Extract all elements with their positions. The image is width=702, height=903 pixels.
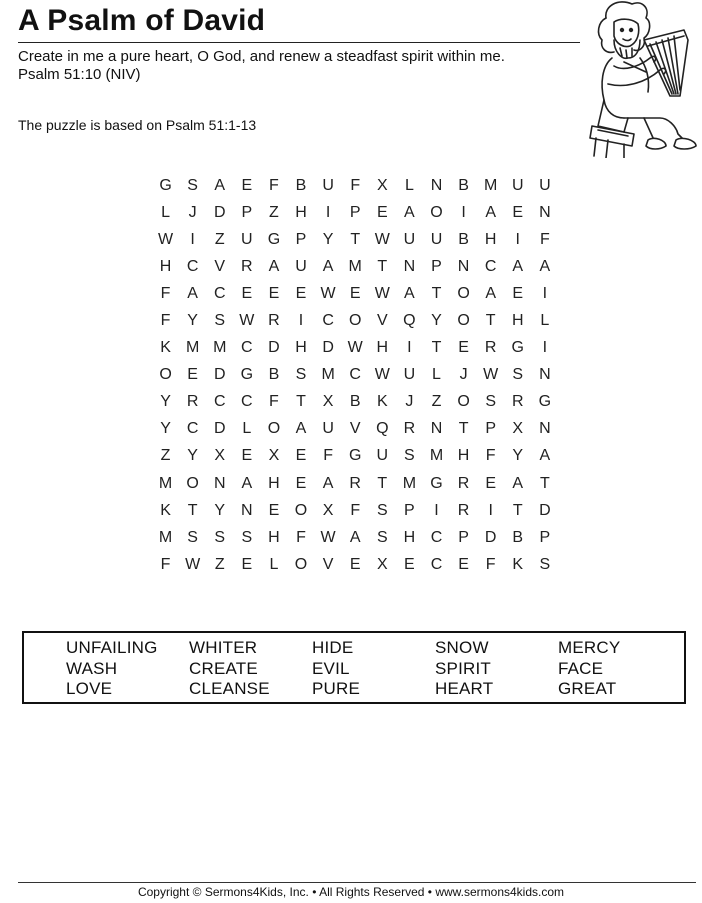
memory-verse — [18, 48, 578, 84]
grid-letter[interactable]: A — [187, 284, 198, 302]
grid-letter[interactable]: P — [458, 528, 469, 546]
grid-letter[interactable]: S — [295, 366, 307, 384]
grid-letter[interactable]: S — [376, 528, 388, 546]
grid-letter[interactable]: W — [374, 366, 390, 384]
grid-letter[interactable]: P — [485, 420, 496, 438]
grid-letter[interactable]: U — [295, 257, 307, 275]
grid-letter[interactable]: Y — [160, 393, 171, 411]
grid-letter[interactable]: L — [404, 176, 414, 194]
grid-letter[interactable]: U — [241, 230, 253, 248]
grid-letter[interactable]: C — [186, 420, 199, 438]
grid-letter[interactable]: I — [461, 203, 466, 221]
grid-letter[interactable]: A — [404, 203, 415, 221]
grid-letter[interactable]: K — [376, 393, 388, 411]
grid-letter[interactable]: P — [349, 203, 361, 221]
grid-letter[interactable]: J — [188, 203, 197, 221]
grid-letter[interactable]: D — [213, 203, 226, 221]
page-title: A Psalm of David — [18, 4, 266, 37]
grid-letter[interactable]: Y — [512, 447, 524, 465]
word-list-item: HEART — [435, 679, 494, 698]
grid-letter[interactable]: R — [484, 339, 497, 357]
grid-letter[interactable]: Q — [376, 420, 389, 438]
grid-letter[interactable]: N — [457, 257, 470, 275]
grid-letter[interactable]: P — [431, 257, 442, 275]
grid-letter[interactable]: R — [186, 393, 199, 411]
grid-letter[interactable]: R — [403, 420, 416, 438]
grid-letter[interactable]: T — [377, 474, 388, 492]
word-list-item: HIDE — [312, 638, 354, 657]
grid-letter[interactable]: X — [322, 501, 334, 519]
grid-letter[interactable]: O — [186, 474, 199, 492]
grid-letter[interactable]: M — [348, 257, 362, 275]
grid-letter[interactable]: A — [539, 447, 551, 465]
word-list-item: FACE — [558, 658, 604, 678]
grid-letter[interactable]: I — [542, 339, 548, 357]
grid-letter[interactable]: S — [214, 312, 226, 330]
word-list-item: GREAT — [558, 679, 617, 698]
grid-letter[interactable]: M — [429, 447, 444, 465]
grid-letter[interactable]: E — [512, 284, 524, 302]
grid-letter[interactable]: E — [187, 366, 198, 384]
grid-letter[interactable]: R — [457, 501, 470, 519]
grid-letter[interactable]: S — [485, 393, 496, 411]
grid-letter[interactable]: F — [160, 555, 171, 573]
grid-letter[interactable]: W — [185, 555, 201, 573]
grid-letter[interactable]: E — [512, 203, 524, 221]
grid-letter[interactable]: E — [485, 474, 496, 492]
grid-letter[interactable]: T — [187, 501, 198, 519]
grid-letter[interactable]: F — [323, 447, 333, 465]
grid-letter[interactable]: Q — [403, 312, 416, 330]
grid-letter[interactable]: N — [430, 420, 443, 438]
grid-letter[interactable]: I — [298, 312, 304, 330]
grid-letter[interactable]: V — [349, 420, 361, 438]
grid-letter[interactable]: D — [322, 339, 334, 357]
grid-letter[interactable]: O — [294, 555, 308, 573]
grid-letter[interactable]: A — [268, 257, 280, 275]
grid-letter[interactable]: I — [407, 339, 412, 357]
grid-letter[interactable]: Y — [160, 420, 171, 438]
grid-letter[interactable]: R — [511, 393, 524, 411]
grid-letter[interactable]: E — [458, 339, 469, 357]
grid-letter[interactable]: F — [485, 555, 496, 573]
grid-letter[interactable]: E — [349, 555, 361, 573]
grid-letter[interactable]: F — [539, 230, 550, 248]
grid-letter[interactable]: F — [160, 312, 171, 330]
grid-letter[interactable]: R — [268, 312, 280, 330]
grid-letter[interactable]: K — [160, 501, 171, 519]
grid-letter[interactable]: T — [485, 312, 496, 330]
grid-letter[interactable]: A — [322, 474, 334, 492]
word-list-item: MERCY — [558, 638, 621, 657]
grid-letter[interactable]: B — [458, 176, 469, 194]
grid-letter[interactable]: H — [511, 312, 524, 330]
grid-letter[interactable]: G — [430, 474, 443, 492]
grid-letter[interactable]: A — [241, 474, 253, 492]
verse-reference: Psalm 51:10 (NIV) — [18, 66, 141, 83]
grid-letter[interactable]: F — [160, 284, 171, 302]
grid-letter[interactable]: M — [321, 366, 335, 384]
grid-letter[interactable]: M — [213, 339, 227, 357]
grid-letter[interactable]: R — [349, 474, 361, 492]
word-list-item: WHITER — [189, 638, 258, 657]
grid-letter[interactable]: T — [377, 257, 388, 275]
grid-letter[interactable]: D — [268, 339, 280, 357]
grid-letter[interactable]: W — [157, 230, 174, 248]
grid-letter[interactable]: B — [295, 176, 307, 194]
grid-letter[interactable]: L — [161, 203, 170, 221]
grid-letter[interactable]: Y — [322, 230, 334, 248]
grid-letter[interactable]: U — [322, 176, 334, 194]
grid-letter[interactable]: U — [511, 176, 524, 194]
word-list-item: EVIL — [312, 658, 350, 678]
grid-letter[interactable]: H — [159, 257, 172, 275]
grid-letter[interactable]: W — [374, 230, 390, 248]
grid-letter[interactable]: S — [376, 501, 388, 519]
grid-letter[interactable]: C — [241, 393, 253, 411]
grid-letter[interactable]: I — [542, 284, 548, 302]
grid-letter[interactable]: H — [484, 230, 497, 248]
grid-letter[interactable]: F — [485, 447, 496, 465]
grid-letter[interactable]: E — [349, 284, 361, 302]
grid-letter[interactable]: S — [187, 176, 198, 194]
grid-letter[interactable]: B — [349, 393, 361, 411]
grid-letter[interactable]: W — [483, 366, 499, 384]
grid-letter[interactable]: G — [267, 230, 281, 248]
grid-letter[interactable]: W — [347, 339, 363, 357]
grid-letter[interactable]: M — [185, 339, 200, 357]
grid-letter[interactable]: Z — [160, 447, 171, 465]
grid-letter[interactable]: O — [348, 312, 362, 330]
grid-letter[interactable]: C — [484, 257, 497, 275]
grid-letter[interactable]: E — [268, 501, 280, 519]
grid-letter[interactable]: C — [241, 339, 253, 357]
puzzle-source-note: The puzzle is based on Psalm 51:1-13 — [18, 117, 257, 133]
grid-letter[interactable]: E — [241, 447, 253, 465]
grid-letter[interactable]: W — [239, 312, 255, 330]
grid-letter[interactable]: R — [241, 257, 253, 275]
word-list-item: CLEANSE — [189, 679, 270, 698]
grid-letter[interactable]: Y — [431, 312, 442, 330]
grid-letter[interactable]: S — [241, 528, 253, 546]
grid-letter[interactable]: B — [268, 366, 280, 384]
grid-letter[interactable]: H — [376, 339, 389, 357]
grid-letter[interactable]: I — [515, 230, 520, 248]
grid-letter[interactable]: O — [159, 366, 172, 384]
grid-letter[interactable]: Z — [269, 203, 279, 221]
grid-letter[interactable]: F — [269, 393, 279, 411]
grid-letter[interactable]: P — [241, 203, 253, 221]
word-list-box — [22, 631, 686, 704]
word-list-item: CREATE — [189, 658, 258, 678]
grid-letter[interactable]: G — [538, 393, 552, 411]
grid-letter[interactable]: A — [512, 474, 524, 492]
grid-letter[interactable]: U — [322, 420, 334, 438]
grid-letter[interactable]: A — [214, 176, 226, 194]
grid-letter[interactable]: T — [431, 339, 442, 357]
grid-letter[interactable]: A — [485, 284, 496, 302]
grid-letter[interactable]: S — [187, 528, 198, 546]
grid-letter[interactable]: V — [214, 257, 226, 275]
grid-letter[interactable]: N — [241, 501, 253, 519]
grid-letter[interactable]: G — [240, 366, 254, 384]
grid-letter[interactable]: U — [430, 230, 443, 248]
grid-letter[interactable]: H — [403, 528, 416, 546]
footer-divider — [18, 882, 696, 883]
grid-letter[interactable]: T — [458, 420, 469, 438]
grid-letter[interactable]: U — [376, 447, 389, 465]
grid-letter[interactable]: W — [320, 528, 336, 546]
grid-letter[interactable]: O — [294, 501, 308, 519]
grid-letter[interactable]: G — [348, 447, 362, 465]
grid-letter[interactable]: X — [268, 447, 280, 465]
grid-letter[interactable]: E — [295, 284, 307, 302]
grid-letter[interactable]: C — [349, 366, 361, 384]
grid-letter[interactable]: S — [214, 528, 226, 546]
grid-letter[interactable]: D — [213, 366, 226, 384]
grid-letter[interactable]: K — [160, 339, 171, 357]
grid-letter[interactable]: A — [404, 284, 415, 302]
grid-letter[interactable]: N — [539, 366, 551, 384]
grid-letter[interactable]: S — [404, 447, 415, 465]
grid-letter[interactable]: T — [296, 393, 306, 411]
grid-letter[interactable]: Z — [214, 230, 225, 248]
grid-letter[interactable]: E — [241, 284, 253, 302]
grid-letter[interactable]: X — [214, 447, 226, 465]
grid-letter[interactable]: C — [186, 257, 199, 275]
grid-letter[interactable]: N — [539, 203, 551, 221]
grid-letter[interactable]: E — [458, 555, 469, 573]
word-list-item: SNOW — [435, 638, 489, 657]
grid-letter[interactable]: L — [540, 312, 550, 330]
grid-letter[interactable]: T — [431, 284, 442, 302]
grid-letter[interactable]: X — [376, 555, 388, 573]
grid-letter[interactable]: F — [350, 501, 361, 519]
grid-letter[interactable]: B — [458, 230, 469, 248]
grid-letter[interactable]: Z — [214, 555, 225, 573]
grid-letter[interactable]: E — [241, 176, 253, 194]
grid-letter[interactable]: D — [213, 420, 226, 438]
grid-letter[interactable]: L — [432, 366, 441, 384]
grid-letter[interactable]: H — [457, 447, 470, 465]
grid-letter[interactable]: C — [322, 312, 334, 330]
grid-letter[interactable]: K — [512, 555, 524, 573]
word-list-item: SPIRIT — [435, 658, 491, 678]
grid-letter[interactable]: H — [295, 339, 307, 357]
grid-letter[interactable]: O — [457, 393, 470, 411]
grid-letter[interactable]: L — [242, 420, 252, 438]
grid-letter[interactable]: M — [158, 528, 173, 546]
copyright-notice: Copyright © Sermons4Kids, Inc. • All Rights Reserved • www.sermons4kids.com — [137, 885, 565, 899]
grid-letter[interactable]: M — [158, 474, 173, 492]
grid-letter[interactable]: Z — [431, 393, 442, 411]
grid-letter[interactable]: C — [213, 393, 226, 411]
grid-letter[interactable]: B — [512, 528, 524, 546]
grid-letter[interactable]: X — [376, 176, 388, 194]
grid-letter[interactable]: X — [512, 420, 524, 438]
grid-letter[interactable]: M — [402, 474, 417, 492]
grid-letter[interactable]: E — [241, 555, 253, 573]
grid-letter[interactable]: F — [350, 176, 361, 194]
grid-letter[interactable]: G — [159, 176, 172, 194]
grid-letter[interactable]: H — [268, 474, 280, 492]
grid-letter[interactable]: G — [511, 339, 524, 357]
grid-letter[interactable]: X — [322, 393, 334, 411]
word-list-item: PURE — [312, 679, 361, 698]
grid-letter[interactable]: Y — [187, 312, 198, 330]
grid-letter[interactable]: P — [539, 528, 551, 546]
grid-letter[interactable]: F — [269, 176, 279, 194]
grid-letter[interactable]: J — [459, 366, 468, 384]
grid-letter[interactable]: O — [430, 203, 443, 221]
grid-letter[interactable]: U — [403, 366, 416, 384]
verse-text: Create in me a pure heart, O God, and renew a steadfast spirit within me. — [18, 48, 505, 65]
grid-letter[interactable]: U — [539, 176, 551, 194]
grid-letter[interactable]: A — [512, 257, 524, 275]
grid-letter[interactable]: I — [190, 230, 195, 248]
word-list-item: LOVE — [66, 679, 113, 698]
grid-letter[interactable]: A — [349, 528, 361, 546]
word-list-item: UNFAILING — [66, 638, 158, 657]
grid-letter[interactable]: O — [457, 312, 470, 330]
grid-letter[interactable]: H — [268, 528, 280, 546]
grid-letter[interactable]: N — [430, 176, 443, 194]
grid-letter[interactable]: I — [488, 501, 493, 519]
grid-letter[interactable]: R — [457, 474, 470, 492]
grid-letter[interactable]: P — [295, 230, 307, 248]
grid-letter[interactable]: C — [213, 284, 226, 302]
word-list-item: WASH — [66, 658, 118, 678]
grid-letter[interactable]: E — [268, 284, 280, 302]
grid-letter[interactable]: N — [403, 257, 416, 275]
grid-letter[interactable]: Y — [214, 501, 226, 519]
grid-letter[interactable]: J — [405, 393, 414, 411]
grid-letter[interactable]: C — [430, 555, 443, 573]
grid-letter[interactable]: E — [376, 203, 388, 221]
grid-letter[interactable]: O — [267, 420, 281, 438]
grid-letter[interactable]: N — [539, 420, 551, 438]
grid-letter[interactable]: E — [295, 447, 307, 465]
grid-letter[interactable]: E — [295, 474, 307, 492]
grid-letter[interactable]: V — [376, 312, 388, 330]
word-list — [66, 638, 681, 700]
grid-letter[interactable]: I — [434, 501, 439, 519]
grid-letter[interactable]: M — [484, 176, 498, 194]
grid-letter[interactable]: A — [295, 420, 307, 438]
david-playing-harp-icon — [584, 0, 702, 158]
grid-letter[interactable]: T — [512, 501, 523, 519]
grid-letter[interactable]: O — [457, 284, 470, 302]
grid-letter[interactable]: T — [539, 474, 550, 492]
title-underline — [18, 42, 580, 43]
grid-letter[interactable]: C — [430, 528, 443, 546]
grid-letter[interactable]: N — [213, 474, 226, 492]
grid-letter[interactable]: W — [320, 284, 336, 302]
grid-letter[interactable]: U — [403, 230, 416, 248]
grid-letter[interactable]: L — [269, 555, 279, 573]
grid-letter[interactable]: A — [539, 257, 551, 275]
grid-letter[interactable]: I — [325, 203, 331, 221]
word-search-grid — [152, 172, 558, 578]
grid-letter[interactable]: S — [512, 366, 524, 384]
grid-letter[interactable]: A — [485, 203, 496, 221]
grid-letter[interactable]: A — [322, 257, 334, 275]
grid-letter[interactable]: D — [484, 528, 497, 546]
grid-letter[interactable]: F — [296, 528, 306, 546]
grid-letter[interactable]: V — [322, 555, 334, 573]
grid-letter[interactable]: S — [539, 555, 551, 573]
grid-letter[interactable]: T — [350, 230, 361, 248]
grid-letter[interactable]: Y — [187, 447, 198, 465]
grid-letter[interactable]: E — [404, 555, 415, 573]
grid-letter[interactable]: H — [295, 203, 307, 221]
grid-letter[interactable]: P — [404, 501, 415, 519]
grid-letter[interactable]: W — [374, 284, 390, 302]
grid-letter[interactable]: D — [539, 501, 551, 519]
